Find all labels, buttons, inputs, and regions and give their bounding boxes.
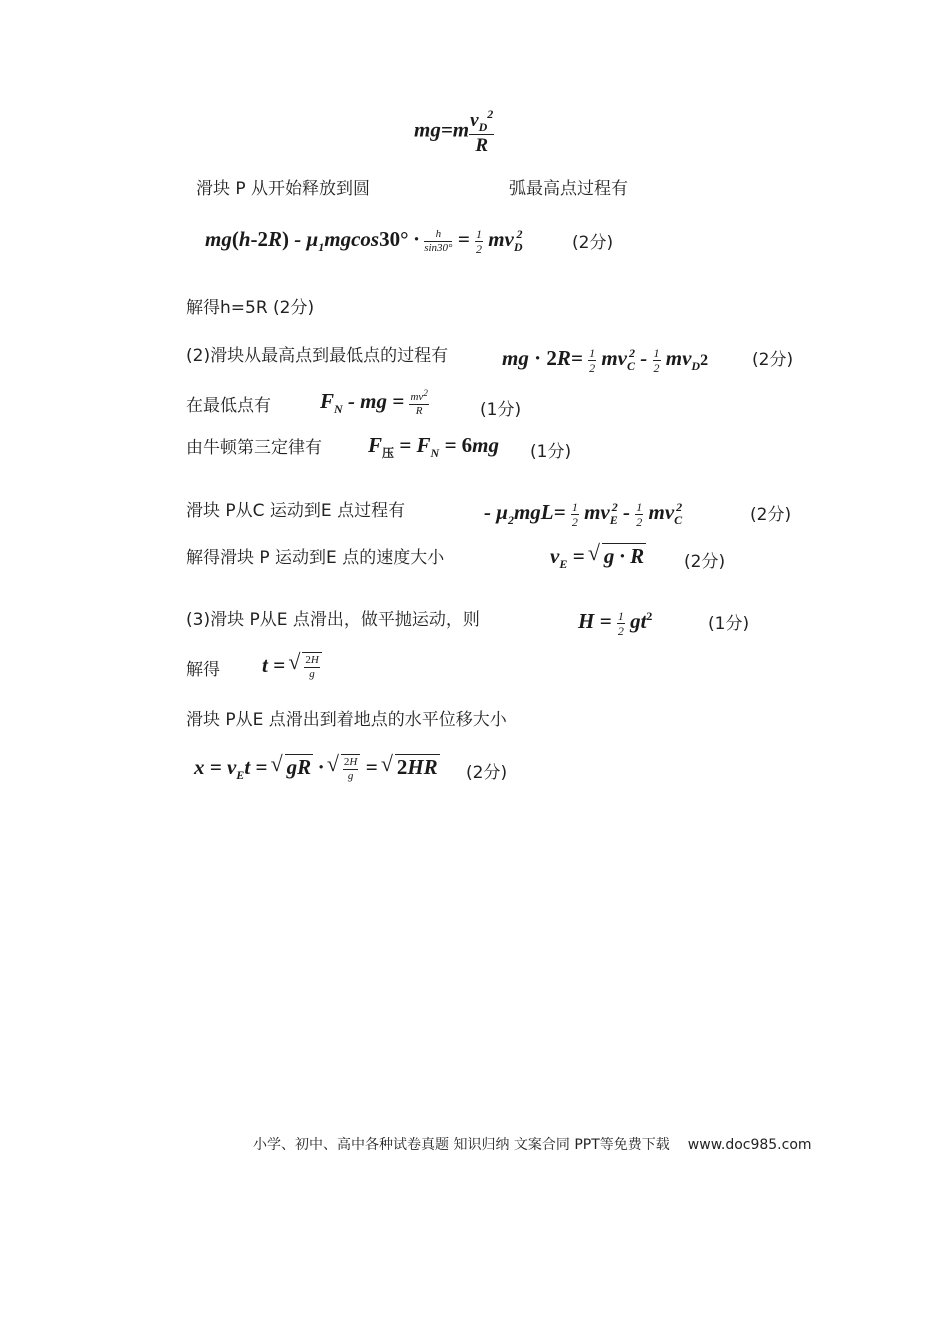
score-line-6: (1分) xyxy=(530,442,572,462)
score-line-4: (2分) xyxy=(752,350,794,370)
text-line-11: 滑块 P从E 点滑出到着地点的水平位移大小 xyxy=(186,710,507,730)
equation-third-law: $F_压 = F_N = 6mg$ xyxy=(368,433,499,460)
equation-normal-force: $F_N$ - mg = $\frac{mv^2}{R}$ xyxy=(320,388,428,418)
equation-friction-work: - $\mu_2mgL=$ $\frac{1}{2}$ $mv_E^2$ - $\frac{1}{2}$ $mv_C^2$ xyxy=(484,499,683,529)
equation-energy-2: mg · 2R= $\frac{1}{2}$ $mv_C^2$ - $\frac{1}{2}$ $mv_D2$ xyxy=(502,345,709,375)
text-line-4: (2)滑块从最高点到最低点的过程有 xyxy=(186,346,449,366)
text-line-1b: 弧最高点过程有 xyxy=(509,179,628,199)
equation-centripetal: mg=m $\frac{v_D^2}{R}$ xyxy=(414,107,494,156)
equation-velocity-e: $v_E$ = √ g · R xyxy=(550,543,646,576)
text-line-10: 解得 xyxy=(186,660,220,680)
equation-energy-1: $mg(h-2R) - \mu_1mgcos30^\circ$ · $\frac{h}{\sin 30^\circ}$ = $\frac{1}{2}$ $mv_D^2$ xyxy=(205,226,523,256)
score-line-7: (2分) xyxy=(750,505,792,525)
text-line-3: 解得h=5R (2分) xyxy=(186,298,315,318)
equation-free-fall: H = $\frac{1}{2}$ $gt^2$ xyxy=(578,608,653,638)
score-line-12: (2分) xyxy=(466,763,508,783)
text-line-9: (3)滑块 P从E 点滑出，做平抛运动，则 xyxy=(186,610,480,630)
page-footer xyxy=(253,1134,812,1154)
footer-text: 小学、初中、高中各种试卷真题 知识归纳 文案合同 PPT等免费下载 xyxy=(253,1137,670,1153)
score-line-8: (2分) xyxy=(684,552,726,572)
score-line-9: (1分) xyxy=(708,614,750,634)
text-line-8: 解得滑块 P 运动到E 点的速度大小 xyxy=(186,548,445,568)
footer-url[interactable]: www.doc985.com xyxy=(687,1137,812,1153)
text-line-1: 滑块 P 从开始释放到圆 xyxy=(196,179,371,199)
equation-displacement: $x = v_Et$ = √ gR · √ $\frac{2H}{g}$ = √ 2HR xyxy=(194,754,440,787)
text-line-7: 滑块 P从C 运动到E 点过程有 xyxy=(186,501,406,521)
score-line-2: (2分) xyxy=(572,233,614,253)
score-line-5: (1分) xyxy=(480,400,522,420)
equation-time: t = √ $\frac{2H}{g}$ xyxy=(262,652,322,680)
text-line-5: 在最低点有 xyxy=(186,396,271,416)
text-line-6: 由牛顿第三定律有 xyxy=(186,438,322,458)
